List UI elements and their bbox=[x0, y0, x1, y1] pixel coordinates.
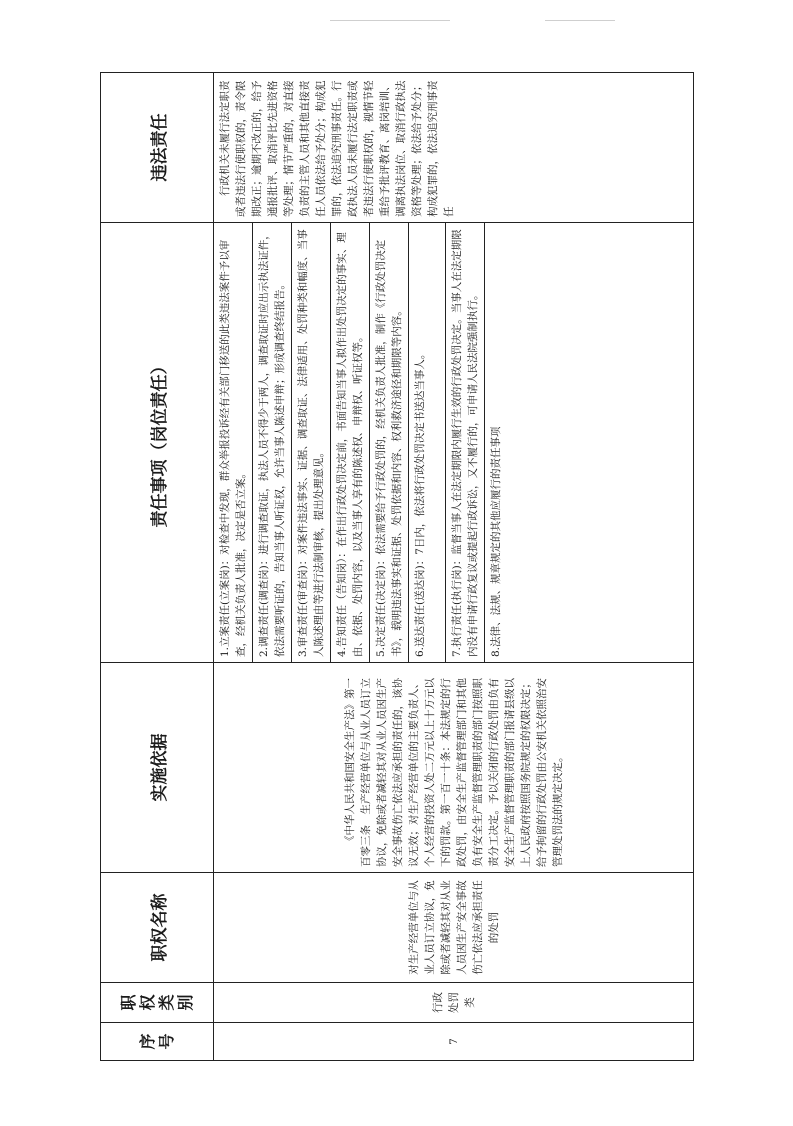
header-name: 职权名称 bbox=[101, 873, 214, 983]
header-row bbox=[101, 73, 214, 1061]
row-seq: 7 bbox=[214, 1023, 694, 1061]
duty-item: 2.调查责任(调查岗)：进行调查取证，执法人员不得少于两人，调查取证时应出示执法证件，依法需要听证的，告知当事人听证权，允许当事人陈述申辩；形成调查终结报告。 bbox=[253, 223, 292, 662]
header-seq: 序号 bbox=[101, 1023, 214, 1061]
scan-artifact-line bbox=[330, 20, 450, 21]
duty-item: 3.审查责任(审查岗)：对案件违法事实、证据、调查取证、法律适用、处罚种类和幅度、当事人陈述理由等进行法制审核，提出处理意见。 bbox=[292, 223, 331, 662]
duty-item: 5.决定责任(决定岗)：依法需要给予行政处罚的，经机关负责人批准，制作《行政处罚决定书》，载明违法事实和证据、处罚依据和内容、权利救济途径和期限等内容。 bbox=[370, 223, 409, 662]
rotated-table-page bbox=[100, 73, 694, 1061]
header-duties: 责任事项（岗位责任） bbox=[101, 223, 214, 663]
header-liability: 违法责任 bbox=[101, 73, 214, 223]
row-name: 对生产经营单位与从业人员订立协议，免除或者减轻其对从业人员因生产安全事故伤亡依法应承担责任的处罚 bbox=[214, 873, 694, 983]
scan-artifact-line bbox=[545, 20, 615, 21]
responsibility-table bbox=[100, 72, 694, 1061]
row-basis bbox=[214, 663, 694, 873]
duty-item: 8.法律、法规、规章规定的其他应履行的责任事项 bbox=[490, 426, 502, 657]
row-liability: 行政机关未履行法定职责或者违法行使职权的，责令限期改正；逾期不改正的，给予通报批评、取消评比先进资格等处理；情节严重的，对直接负责的主管人员和其他直接责任人员依法给予处分；构成犯罪的，依法追究刑事责任。行政执法人员未履行法定职责或者违法行使职权的，视情节轻重给予批评教育、离岗培训、调离执法岗位、取消行政执法资格等处理；依法给予处分；构成犯罪的，依法追究刑事责任 bbox=[214, 73, 694, 223]
row-duties bbox=[214, 223, 694, 663]
header-basis: 实施依据 bbox=[101, 663, 214, 873]
table-row bbox=[214, 73, 694, 1061]
duty-item: 6.送达责任(送达岗)：7日内，依法将行政处罚决定书送达当事人。 bbox=[409, 223, 446, 662]
row-type: 行政处罚类 bbox=[214, 983, 694, 1023]
basis-paragraph: 《中华人民共和国安全生产法》第一百零三条 生产经营单位与从业人员订立协议，免除或者减轻其对从业人员因生产安全事故伤亡依法应承担的责任的，该协议无效；对生产经营单位的主要负责人、个人经营的投资人处二万元以上十万元以下的罚款。第一百一十条：本法规定的行政处罚，由安全生产监督管理部门和其他负有安全生产监督管理职责的部门按照职责分工决定。予以关闭的行政处罚由负有安全生产监督管理职责的部门报请县级以上人民政府按照国务院规定的权限决定；给予拘留的行政处罚由公安机关依照治安管理处罚法的规定决定。 bbox=[343, 678, 564, 867]
duty-item: 7.执行责任(执行岗)：监督当事人在法定期限内履行生效的行政处罚决定。当事人在法定期限内没有申请行政复议或提起行政诉讼，又不履行的，可申请人民法院强制执行。 bbox=[446, 223, 485, 662]
duty-item: 1.立案责任(立案岗)：对检查中发现，群众举报投诉经有关部门移送的此类违法案件予以审查，经机关负责人批准，决定是否立案。 bbox=[214, 223, 253, 662]
duty-item: 4.告知责任（告知岗）：在作出行政处罚决定前，书面告知当事人拟作出处罚决定的事实、理由、依据、处罚内容，以及当事人享有的陈述权、申辩权、听证权等。 bbox=[331, 223, 370, 662]
header-type: 职权类别 bbox=[101, 983, 214, 1023]
